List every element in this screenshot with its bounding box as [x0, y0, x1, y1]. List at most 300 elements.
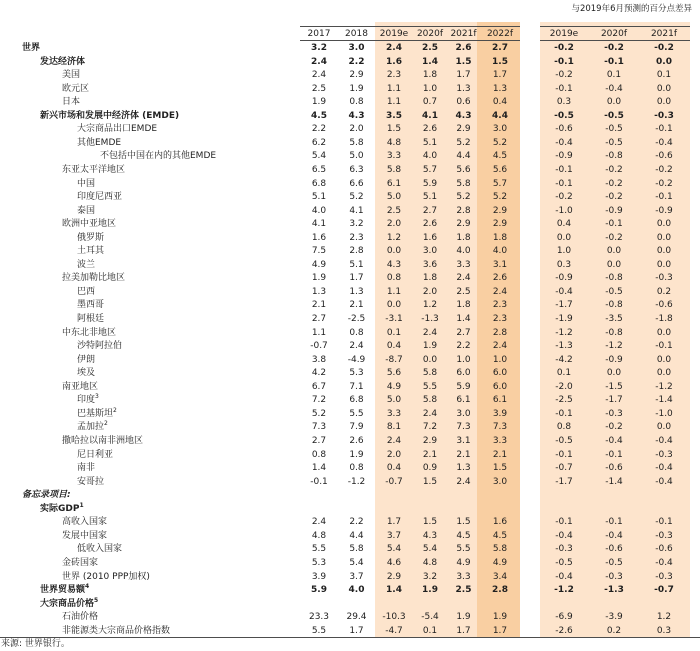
value-cell: -1.0 [655, 408, 673, 419]
table-row [0, 205, 700, 218]
row-label [40, 598, 98, 611]
row-label [77, 462, 95, 475]
value-cell: 4.4 [456, 151, 471, 162]
value-cell: 2.5 [311, 83, 327, 94]
value-cell: 3.3 [456, 259, 471, 270]
table-row [0, 313, 700, 326]
row-label [77, 191, 122, 204]
value-cell: 2.6 [492, 273, 508, 284]
row-label [77, 421, 108, 434]
value-cell: 2.5 [386, 205, 402, 216]
value-cell: 5.6 [456, 164, 471, 175]
row-label-text: 土耳其 [77, 246, 105, 257]
value-cell: 1.9 [311, 97, 327, 108]
value-cell: 1.5 [455, 56, 472, 67]
row-label [77, 394, 99, 407]
value-cell: 1.7 [349, 273, 364, 284]
value-cell: 3.0 [492, 476, 508, 487]
value-cell: -0.2 [605, 164, 623, 175]
value-cell: 2.4 [311, 517, 327, 528]
value-cell: -0.1 [555, 449, 573, 460]
value-cell: 3.2 [311, 43, 327, 53]
value-cell: -0.2 [654, 43, 674, 53]
value-cell: -1.7 [605, 395, 623, 406]
value-cell: -0.2 [604, 43, 624, 53]
value-cell: -0.2 [555, 192, 573, 203]
table-row [0, 327, 700, 340]
table-row [0, 408, 700, 421]
header-rule-top [300, 26, 520, 27]
value-cell: 5.4 [386, 544, 402, 555]
value-cell: 1.5 [386, 124, 402, 135]
table-row [0, 598, 700, 611]
value-cell: -0.5 [605, 124, 623, 135]
row-label [62, 435, 143, 448]
value-cell: -0.9 [605, 205, 623, 216]
value-cell: 4.0 [348, 585, 365, 595]
value-cell: -0.1 [310, 476, 328, 487]
value-cell: -0.4 [655, 137, 673, 148]
value-cell: 0.0 [386, 300, 402, 311]
value-cell: 1.1 [386, 83, 402, 94]
value-cell: 8.1 [386, 422, 402, 433]
row-label [77, 123, 157, 136]
row-label [62, 96, 80, 109]
row-label [77, 367, 95, 380]
value-cell: 1.6 [492, 517, 508, 528]
row-label-text: 中国 [77, 178, 96, 189]
value-cell: 0.0 [656, 259, 672, 270]
table-row [0, 164, 700, 177]
value-cell: 2.7 [422, 205, 438, 216]
table-row [0, 137, 700, 150]
row-label-text: 其他EMDE [77, 137, 122, 148]
row-label-text: 低收入国家 [77, 544, 123, 555]
value-cell: -0.4 [555, 571, 573, 582]
value-cell: 0.0 [656, 232, 672, 243]
value-cell: 2.4 [311, 56, 327, 67]
value-cell: 1.8 [422, 273, 438, 284]
value-cell: 4.9 [311, 259, 327, 270]
value-cell: 6.6 [349, 178, 364, 189]
value-cell: 3.1 [456, 436, 471, 446]
value-cell: 2.8 [456, 205, 471, 216]
value-cell: 1.3 [311, 286, 327, 297]
value-cell: 2.4 [492, 286, 508, 297]
value-cell: 2.2 [311, 124, 327, 135]
value-cell: -0.9 [555, 151, 573, 162]
value-cell: 6.0 [492, 381, 508, 392]
value-cell: 7.5 [311, 246, 327, 257]
value-cell: 0.0 [422, 354, 438, 365]
row-label [77, 408, 117, 421]
value-cell: 2.6 [422, 124, 438, 135]
table-row [0, 516, 700, 529]
value-cell: -0.8 [605, 300, 623, 311]
value-cell: 5.2 [456, 137, 471, 148]
value-cell: -0.4 [655, 463, 673, 474]
value-cell: 2.0 [386, 219, 402, 230]
table-row [0, 96, 700, 109]
table-row [0, 489, 700, 502]
value-cell: 5.1 [422, 192, 438, 203]
value-cell: 0.0 [656, 97, 672, 108]
row-label-text: 高收入国家 [62, 517, 108, 528]
value-cell: -1.2 [554, 585, 574, 595]
value-cell: 0.0 [606, 368, 622, 379]
value-cell: -4.2 [555, 354, 573, 365]
revision-header-note: 与2019年6月预测的百分点差异 [571, 4, 692, 14]
value-cell: 1.9 [422, 341, 438, 352]
value-cell: -10.3 [382, 612, 406, 623]
value-cell: 1.5 [492, 463, 508, 474]
value-cell: 3.7 [349, 571, 364, 582]
column-header: 2017 [307, 29, 331, 39]
value-cell: 4.3 [348, 110, 365, 121]
value-cell: 1.0 [422, 83, 438, 94]
row-label-text: 发展中国家 [62, 530, 108, 541]
value-cell: 2.7 [311, 436, 327, 446]
value-cell: 0.1 [606, 70, 622, 81]
row-label-text: 美国 [62, 70, 81, 81]
value-cell: 7.2 [311, 395, 327, 406]
column-header: 2018 [345, 29, 368, 39]
value-cell: -0.4 [655, 436, 673, 446]
row-label [62, 69, 80, 82]
value-cell: -0.2 [605, 422, 623, 433]
row-label [62, 625, 170, 638]
value-cell: -0.3 [605, 408, 623, 419]
value-cell: -0.2 [655, 178, 673, 189]
value-cell: 5.6 [386, 368, 402, 379]
row-label-text: 印度 [77, 395, 96, 406]
value-cell: 1.4 [456, 314, 471, 324]
column-header: 2022f [486, 29, 514, 39]
value-cell: -0.2 [555, 70, 573, 81]
row-label [40, 503, 84, 516]
value-cell: -1.4 [605, 476, 623, 487]
value-cell: 1.5 [492, 56, 508, 67]
row-label-text: 阿根廷 [77, 314, 105, 324]
value-cell: -0.6 [555, 124, 573, 135]
table-row [0, 354, 700, 367]
value-cell: 2.2 [349, 517, 364, 528]
value-cell: 4.0 [311, 205, 327, 216]
row-label-text: 印度尼西亚 [77, 192, 123, 203]
value-cell: 5.3 [311, 557, 327, 568]
value-cell: -0.1 [655, 341, 673, 352]
row-label-text: 大宗商品出口EMDE [77, 124, 158, 135]
table-row [0, 299, 700, 312]
value-cell: -0.7 [555, 463, 573, 474]
value-cell: 4.5 [492, 151, 508, 162]
row-label-text: 实际GDP [40, 503, 80, 514]
value-cell: 6.5 [311, 164, 327, 175]
value-cell: -0.1 [555, 178, 573, 189]
row-label-text: 欧洲中亚地区 [62, 219, 117, 230]
value-cell: 2.6 [422, 219, 438, 230]
value-cell: -3.9 [605, 612, 623, 623]
value-cell: 1.7 [456, 625, 471, 636]
value-cell: -0.5 [555, 557, 573, 568]
value-cell: 4.8 [311, 530, 327, 541]
value-cell: 0.4 [386, 341, 402, 352]
footnote-marker: 4 [85, 583, 90, 590]
row-label-text: 世界 (2010 PPP加权) [62, 571, 150, 582]
value-cell: 1.7 [492, 70, 508, 81]
value-cell: 4.3 [386, 259, 402, 270]
value-cell: -1.5 [605, 381, 623, 392]
value-cell: 3.3 [456, 571, 471, 582]
value-cell: 3.2 [422, 571, 438, 582]
table-row [0, 449, 700, 462]
table-row [0, 232, 700, 245]
value-cell: -0.8 [605, 273, 623, 284]
row-label-text: 石油价格 [62, 612, 99, 623]
value-cell: 1.4 [422, 56, 438, 67]
value-cell: 2.9 [492, 219, 508, 230]
value-cell: 5.6 [492, 164, 508, 175]
table-row [0, 421, 700, 434]
row-label [77, 543, 122, 556]
row-label-text: 孟加拉 [77, 422, 105, 433]
value-cell: -0.4 [555, 286, 573, 297]
value-cell: 2.0 [386, 449, 402, 460]
value-cell: 2.4 [456, 476, 471, 487]
value-cell: -0.9 [555, 273, 573, 284]
value-cell: 1.3 [456, 83, 471, 94]
value-cell: 1.5 [422, 517, 438, 528]
value-cell: -0.1 [555, 517, 573, 528]
row-label [62, 272, 125, 285]
table-row [0, 530, 700, 543]
value-cell: -0.5 [605, 286, 623, 297]
row-label-text: 泰国 [77, 205, 96, 216]
row-label [77, 354, 95, 367]
footnote-marker: 1 [79, 501, 84, 509]
value-cell: 5.5 [349, 408, 364, 419]
value-cell: 3.3 [386, 408, 402, 419]
value-cell: -1.3 [421, 314, 439, 324]
row-label [62, 611, 98, 624]
value-cell: 1.8 [456, 232, 471, 243]
value-cell: 1.7 [386, 517, 402, 528]
value-cell: 0.0 [656, 56, 672, 67]
row-label-text: 安哥拉 [77, 476, 105, 487]
value-cell: 4.1 [349, 205, 364, 216]
value-cell: 1.5 [422, 476, 438, 487]
row-label-text: 世界 [22, 43, 41, 53]
value-cell: -1.0 [555, 205, 573, 216]
value-cell: 2.1 [349, 300, 364, 311]
value-cell: -1.3 [604, 585, 624, 595]
value-cell: 4.9 [492, 557, 508, 568]
value-cell: -0.1 [555, 164, 573, 175]
value-cell: 0.6 [456, 97, 471, 108]
value-cell: -0.7 [310, 341, 328, 352]
value-cell: 2.8 [492, 327, 508, 338]
row-label [62, 516, 107, 529]
value-cell: 1.1 [311, 327, 327, 338]
value-cell: 5.2 [311, 408, 327, 419]
table-row [0, 191, 700, 204]
value-cell: 0.2 [606, 625, 622, 636]
table-row [0, 435, 700, 448]
value-cell: 2.8 [492, 585, 508, 595]
value-cell: -2.0 [555, 381, 573, 392]
row-label [77, 313, 104, 326]
value-cell: -0.4 [605, 530, 623, 541]
value-cell: 5.7 [422, 164, 438, 175]
value-cell: -1.2 [605, 341, 623, 352]
value-cell: 5.8 [349, 544, 364, 555]
row-label-text: 撒哈拉以南非洲地区 [62, 436, 144, 446]
value-cell: 0.4 [556, 219, 572, 230]
row-label [62, 381, 98, 394]
value-cell: 2.7 [311, 314, 327, 324]
row-label [62, 571, 150, 584]
row-label [62, 218, 116, 231]
value-cell: 7.3 [311, 422, 327, 433]
value-cell: 0.0 [656, 368, 672, 379]
value-cell: 1.3 [456, 463, 471, 474]
value-cell: 7.1 [349, 381, 364, 392]
row-label [77, 232, 104, 245]
value-cell: 1.1 [386, 97, 402, 108]
value-cell: -0.1 [555, 83, 573, 94]
value-cell: 2.4 [386, 43, 402, 53]
value-cell: 4.5 [456, 530, 471, 541]
table-row [0, 571, 700, 584]
value-cell: -6.9 [555, 612, 573, 623]
value-cell: 4.8 [422, 557, 438, 568]
value-cell: 3.0 [492, 124, 508, 135]
value-cell: 5.2 [349, 192, 364, 203]
row-label-text: 南非 [77, 463, 96, 474]
value-cell: 2.9 [386, 571, 402, 582]
value-cell: -0.5 [604, 110, 624, 121]
value-cell: 2.6 [455, 43, 472, 53]
source-note: 来源: 世界银行。 [1, 639, 70, 649]
row-label-text: 大宗商品价格 [40, 598, 95, 609]
value-cell: 0.0 [656, 327, 672, 338]
value-cell: -0.5 [605, 557, 623, 568]
row-label [40, 56, 85, 69]
value-cell: 2.5 [456, 286, 471, 297]
table-row [0, 584, 700, 597]
row-label [40, 584, 89, 597]
value-cell: 0.8 [311, 449, 327, 460]
value-cell: 2.7 [456, 327, 471, 338]
value-cell: 4.9 [386, 381, 402, 392]
value-cell: 2.4 [386, 436, 402, 446]
table-row [0, 367, 700, 380]
value-cell: -0.7 [654, 585, 674, 595]
value-cell: 0.7 [422, 97, 438, 108]
value-cell: 5.5 [311, 544, 327, 555]
value-cell: 3.0 [456, 408, 471, 419]
value-cell: 2.5 [422, 43, 438, 53]
value-cell: 2.4 [456, 273, 471, 284]
row-label [62, 164, 125, 177]
value-cell: 3.1 [492, 259, 508, 270]
row-label [77, 340, 122, 353]
value-cell: 2.1 [492, 449, 508, 460]
row-label-text: 埃及 [77, 368, 96, 379]
row-label [77, 286, 95, 299]
value-cell: 6.3 [349, 164, 364, 175]
value-cell: -0.3 [655, 530, 673, 541]
value-cell: -0.2 [554, 43, 574, 53]
value-cell: -0.4 [605, 436, 623, 446]
footnote-marker: 5 [94, 596, 99, 604]
value-cell: -0.8 [605, 327, 623, 338]
value-cell: -0.2 [605, 192, 623, 203]
value-cell: -0.3 [654, 110, 674, 121]
row-label-text: 沙特阿拉伯 [77, 341, 123, 352]
value-cell: 1.2 [386, 232, 402, 243]
value-cell: 5.8 [456, 178, 471, 189]
value-cell: 1.0 [556, 246, 572, 257]
value-cell: 4.6 [386, 557, 402, 568]
value-cell: -0.1 [655, 192, 673, 203]
value-cell: -1.7 [555, 300, 573, 311]
row-label [62, 327, 116, 340]
value-cell: 2.9 [456, 124, 471, 135]
value-cell: 4.5 [492, 530, 508, 541]
value-cell: 0.0 [656, 354, 672, 365]
footnote-marker: 2 [104, 420, 108, 428]
value-cell: 2.9 [456, 219, 471, 230]
value-cell: 5.8 [492, 544, 508, 555]
value-cell: -0.6 [605, 463, 623, 474]
value-cell: 0.0 [606, 246, 622, 257]
value-cell: -1.4 [655, 395, 673, 406]
value-cell: -0.8 [605, 151, 623, 162]
value-cell: 0.3 [556, 259, 572, 270]
value-cell: 2.4 [349, 341, 364, 352]
table-row [0, 543, 700, 556]
value-cell: 2.6 [349, 436, 364, 446]
table-row [0, 150, 700, 163]
value-cell: -0.2 [605, 232, 623, 243]
table-row [0, 381, 700, 394]
value-cell: -2.5 [347, 314, 366, 324]
value-cell: 2.9 [422, 436, 438, 446]
table-row [0, 83, 700, 96]
footnote-marker: 2 [113, 406, 117, 414]
value-cell: 1.7 [456, 70, 471, 81]
table-row [0, 123, 700, 136]
row-label-text: 备忘录项目: [22, 490, 71, 501]
value-cell: 6.0 [456, 368, 471, 379]
value-cell: 0.0 [656, 219, 672, 230]
value-cell: -0.6 [655, 544, 673, 555]
value-cell: 4.1 [311, 219, 327, 230]
row-label [77, 259, 95, 272]
row-label [77, 245, 104, 258]
value-cell: 7.3 [492, 422, 508, 433]
row-label [100, 150, 216, 163]
value-cell: 5.9 [422, 178, 438, 189]
value-cell: 29.4 [346, 612, 367, 623]
value-cell: 4.0 [422, 151, 438, 162]
row-label-text: 拉美加勒比地区 [62, 273, 126, 284]
value-cell: 6.1 [386, 178, 402, 189]
table-row [0, 56, 700, 69]
value-cell: -0.4 [555, 530, 573, 541]
row-label-text: 墨西哥 [77, 300, 105, 311]
